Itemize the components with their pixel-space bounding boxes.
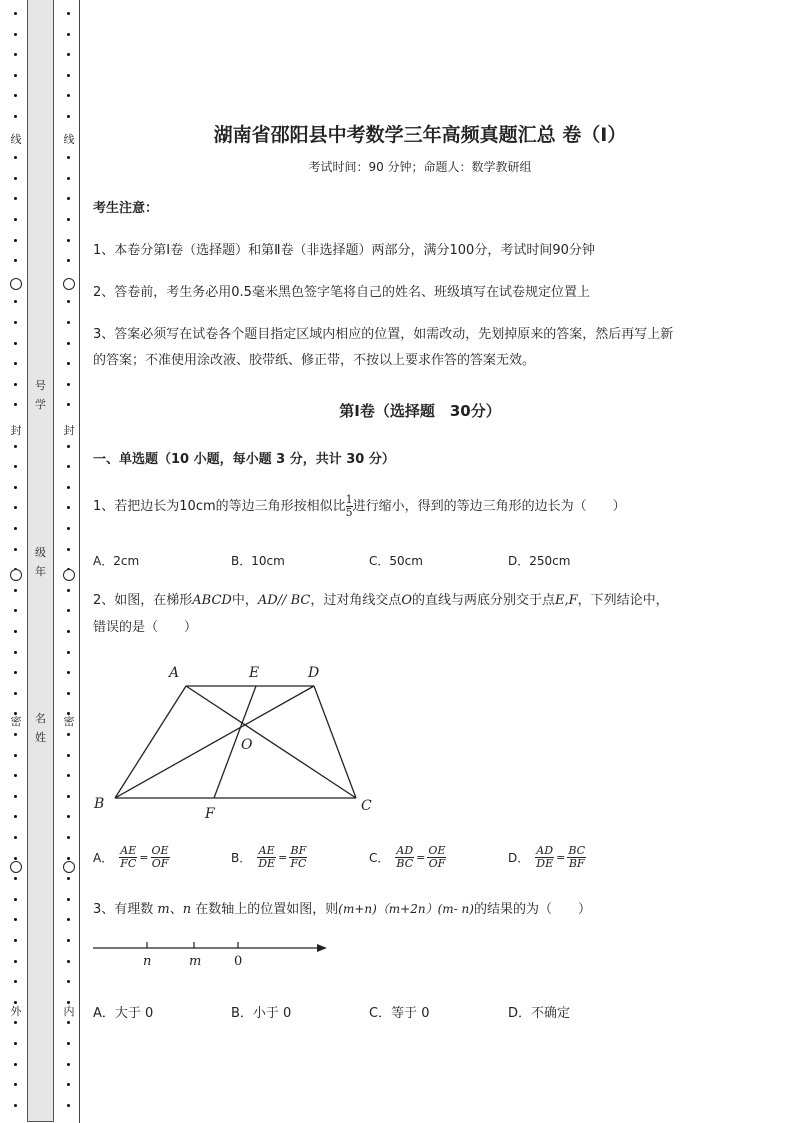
right-fraction xyxy=(567,845,586,870)
margin-dot xyxy=(67,815,70,818)
inner-dotted-line xyxy=(62,0,76,1123)
margin-dot xyxy=(14,300,17,303)
binding-hole-circle xyxy=(10,861,22,873)
numerator: AE xyxy=(120,844,137,857)
q2-text: ，下列结论中， xyxy=(577,593,669,608)
right-fraction xyxy=(151,845,170,870)
number-line-figure xyxy=(90,935,340,971)
margin-dot xyxy=(14,53,17,56)
margin-dot xyxy=(14,1021,17,1024)
margin-dot xyxy=(14,877,17,880)
denominator: BF xyxy=(568,857,585,870)
margin-dot xyxy=(67,156,70,159)
point-o-label: O xyxy=(241,737,253,753)
numerator: AD xyxy=(536,844,554,857)
axis-label-n: n xyxy=(143,954,152,969)
q2-text: ，过对角线交点 xyxy=(310,593,402,608)
margin-dot xyxy=(14,156,17,159)
margin-dot xyxy=(14,918,17,921)
margin-dot xyxy=(67,754,70,757)
equals-sign: = xyxy=(416,851,426,864)
var-m: m xyxy=(157,902,170,917)
right-fraction xyxy=(427,845,446,870)
margin-char-feng-inner: 封 xyxy=(63,424,75,437)
margin-dot xyxy=(14,33,17,36)
margin-dot xyxy=(14,362,17,365)
vertex-a-label: A xyxy=(169,665,180,681)
margin-dot xyxy=(14,197,17,200)
margin-char-xian-inner: 线 xyxy=(63,133,75,146)
margin-char-nei: 内 xyxy=(63,1005,75,1018)
margin-dot xyxy=(67,548,70,551)
strip-label-xing: 姓 xyxy=(35,731,46,744)
left-fraction xyxy=(119,845,137,870)
question-2 xyxy=(93,590,669,612)
equals-sign: = xyxy=(139,851,149,864)
trapezoid-figure xyxy=(88,655,388,825)
q1-text-b: 进行缩小，得到的等边三角形的边长为（ ） xyxy=(352,499,626,514)
margin-dot xyxy=(14,342,17,345)
point-f-label: F xyxy=(205,806,215,822)
margin-dot xyxy=(14,980,17,983)
margin-dot xyxy=(67,1063,70,1066)
margin-dot xyxy=(67,836,70,839)
margin-dot xyxy=(67,74,70,77)
ratio-numerator: 1 xyxy=(345,493,353,506)
margin-dot xyxy=(67,197,70,200)
margin-border-line xyxy=(79,0,80,1123)
margin-dot xyxy=(67,527,70,530)
margin-dot xyxy=(67,239,70,242)
ratio-fraction xyxy=(346,494,353,519)
margin-dot xyxy=(14,671,17,674)
outer-dotted-line xyxy=(9,0,23,1123)
margin-dot xyxy=(14,733,17,736)
margin-dot xyxy=(67,733,70,736)
left-fraction xyxy=(535,845,554,870)
q2-option-b[interactable] xyxy=(231,845,307,870)
q2-option-c[interactable] xyxy=(369,845,446,870)
denominator: DE xyxy=(258,857,276,870)
margin-dot xyxy=(14,795,17,798)
q2-option-d[interactable] xyxy=(508,845,586,870)
question-3 xyxy=(93,898,591,921)
margin-dot xyxy=(67,1083,70,1086)
margin-dot xyxy=(14,12,17,15)
margin-dot xyxy=(14,445,17,448)
margin-dot xyxy=(67,506,70,509)
margin-dot xyxy=(67,630,70,633)
vertex-b-label: B xyxy=(94,796,105,812)
margin-dot xyxy=(67,445,70,448)
margin-dot xyxy=(14,1104,17,1107)
margin-dot xyxy=(14,506,17,509)
margin-dot xyxy=(14,239,17,242)
margin-dot xyxy=(14,259,17,262)
margin-dot xyxy=(67,1001,70,1004)
q3-text: 在数轴上的位置如图，则 xyxy=(191,902,339,917)
margin-dot xyxy=(67,300,70,303)
margin-dot xyxy=(14,960,17,963)
margin-char-feng-outer: 封 xyxy=(10,424,22,437)
q3-text: 的结果的为（ ） xyxy=(473,902,591,917)
section-title: 第Ⅰ卷（选择题 30分） xyxy=(339,402,501,420)
strip-label-ming: 名 xyxy=(35,712,46,725)
q1-option-d[interactable]: D．250cm xyxy=(508,554,571,568)
margin-dot xyxy=(67,960,70,963)
margin-dot xyxy=(67,33,70,36)
option-letter: C． xyxy=(369,851,390,865)
margin-dot xyxy=(14,630,17,633)
margin-dot xyxy=(67,115,70,118)
margin-dot xyxy=(67,486,70,489)
margin-dot xyxy=(14,1063,17,1066)
margin-dot xyxy=(67,383,70,386)
numerator: BC xyxy=(568,844,586,857)
notice-item: 3、答案必须写在试卷各个题目指定区域内相应的位置，如需改动，先划掉原来的答案，然后再写上新 xyxy=(93,327,674,342)
notice-item-continued: 的答案；不准使用涂改液、胶带纸、修正带，不按以上要求作答的答案无效。 xyxy=(93,353,536,368)
notice-item: 2、答卷前，考生务必用0.5毫米黑色签字笔将自己的姓名、班级填写在试卷规定位置上 xyxy=(93,285,590,300)
margin-char-wai: 外 xyxy=(10,1005,22,1018)
numerator: AD xyxy=(396,844,414,857)
q2-text: 中， xyxy=(231,593,258,608)
q2-text: 2、如图，在梯形 xyxy=(93,593,193,608)
margin-dot xyxy=(67,218,70,221)
margin-dot xyxy=(14,177,17,180)
points-ef: E,F xyxy=(555,593,578,608)
axis-label-m: m xyxy=(189,954,202,969)
binding-hole-circle xyxy=(63,569,75,581)
q3-option-c[interactable]: C．等于 0 xyxy=(369,1006,430,1021)
right-fraction xyxy=(289,845,307,870)
margin-dot xyxy=(67,857,70,860)
margin-dot xyxy=(67,403,70,406)
margin-dot xyxy=(67,671,70,674)
option-letter: D． xyxy=(508,851,530,865)
margin-dot xyxy=(67,53,70,56)
q1-text-a: 1、若把边长为10cm的等边三角形按相似比 xyxy=(93,499,346,514)
margin-dot xyxy=(14,609,17,612)
question-1 xyxy=(93,494,626,519)
q1-option-b[interactable]: B．10cm xyxy=(231,554,285,568)
margin-dot xyxy=(14,465,17,468)
margin-dot xyxy=(14,1042,17,1045)
margin-dot xyxy=(14,754,17,757)
margin-dot xyxy=(67,465,70,468)
margin-dot xyxy=(14,898,17,901)
numerator: OE xyxy=(151,844,169,857)
margin-dot xyxy=(14,218,17,221)
margin-dot xyxy=(67,362,70,365)
margin-dot xyxy=(14,1001,17,1004)
q1-option-c[interactable]: C．50cm xyxy=(369,554,423,568)
margin-dot xyxy=(14,74,17,77)
margin-dot xyxy=(14,651,17,654)
margin-dot xyxy=(14,94,17,97)
equals-sign: = xyxy=(278,851,288,864)
option-letter: B． xyxy=(231,851,252,865)
ratio-denominator: 5 xyxy=(345,506,353,519)
axis-label-zero: 0 xyxy=(234,954,243,969)
margin-dot xyxy=(67,259,70,262)
numerator: BF xyxy=(290,844,307,857)
denominator: FC xyxy=(120,857,137,870)
margin-dot xyxy=(67,939,70,942)
margin-dot xyxy=(14,527,17,530)
var-n: n xyxy=(182,902,192,917)
margin-dot xyxy=(67,980,70,983)
margin-dot xyxy=(14,548,17,551)
numerator: OE xyxy=(428,844,446,857)
margin-dot xyxy=(14,589,17,592)
part-heading: 一、单选题（10 小题，每小题 3 分，共计 30 分） xyxy=(93,452,395,467)
strip-label-xue: 学 xyxy=(35,398,46,411)
margin-dot xyxy=(67,609,70,612)
binding-hole-circle xyxy=(10,278,22,290)
q3-option-a[interactable]: A．大于 0 xyxy=(93,1006,154,1021)
margin-dot xyxy=(67,177,70,180)
q2-option-a[interactable] xyxy=(93,845,170,870)
option-letter: A． xyxy=(93,851,114,865)
denominator: FC xyxy=(290,857,307,870)
margin-dot xyxy=(14,321,17,324)
margin-dot xyxy=(67,795,70,798)
page-title: 湖南省邵阳县中考数学三年高频真题汇总 卷（Ⅰ） xyxy=(213,124,627,146)
margin-dot xyxy=(14,486,17,489)
denominator: BC xyxy=(396,857,414,870)
q3-option-b[interactable]: B．小于 0 xyxy=(231,1006,292,1021)
q3-text: 、 xyxy=(169,902,183,917)
margin-dot xyxy=(14,939,17,942)
strip-label-ji: 级 xyxy=(35,546,46,559)
q3-text: 3、有理数 xyxy=(93,902,158,917)
q1-option-a[interactable]: A．2cm xyxy=(93,554,140,568)
margin-char-mi-inner: 密 xyxy=(63,715,75,728)
margin-dot xyxy=(14,774,17,777)
binding-hole-circle xyxy=(63,861,75,873)
margin-dot xyxy=(67,12,70,15)
margin-dot xyxy=(67,692,70,695)
margin-dot xyxy=(14,383,17,386)
left-fraction xyxy=(395,845,414,870)
numerator: AE xyxy=(258,844,275,857)
binding-hole-circle xyxy=(10,569,22,581)
denominator: OF xyxy=(151,857,169,870)
strip-label-hao: 号 xyxy=(35,379,46,392)
margin-dot xyxy=(67,898,70,901)
expression: (m+n)（m+2n）(m- n) xyxy=(338,902,474,916)
denominator: DE xyxy=(536,857,554,870)
margin-dot xyxy=(14,115,17,118)
margin-dot xyxy=(67,589,70,592)
margin-dot xyxy=(67,877,70,880)
margin-dot xyxy=(67,321,70,324)
margin-char-xian-outer: 线 xyxy=(10,133,22,146)
vertex-d-label: D xyxy=(308,665,320,681)
point-o: O xyxy=(401,593,412,608)
vertex-c-label: C xyxy=(361,798,372,814)
margin-dot xyxy=(14,692,17,695)
exam-info: 考试时间：90 分钟；命题人：数学教研组 xyxy=(308,160,532,174)
trapezoid-name: ABCD xyxy=(192,593,232,608)
equals-sign: = xyxy=(556,851,566,864)
margin-dot xyxy=(67,342,70,345)
left-fraction xyxy=(257,845,276,870)
margin-dot xyxy=(67,94,70,97)
margin-dot xyxy=(67,918,70,921)
q3-option-d[interactable]: D．不确定 xyxy=(508,1006,571,1021)
margin-dot xyxy=(14,815,17,818)
margin-dot xyxy=(14,836,17,839)
margin-dot xyxy=(67,1042,70,1045)
parallel-condition: AD// BC xyxy=(257,593,311,608)
notice-item: 1、本卷分第Ⅰ卷（选择题）和第Ⅱ卷（非选择题）两部分，满分100分，考试时间90分钟 xyxy=(93,243,595,258)
notice-heading: 考生注意： xyxy=(93,201,159,216)
margin-dot xyxy=(14,1083,17,1086)
margin-char-mi-outer: 密 xyxy=(10,715,22,728)
point-e-label: E xyxy=(249,665,260,681)
margin-dot xyxy=(67,1104,70,1107)
strip-label-nian: 年 xyxy=(35,565,46,578)
margin-dot xyxy=(67,1021,70,1024)
denominator: OF xyxy=(428,857,446,870)
margin-dot xyxy=(67,774,70,777)
q2-line-2: 错误的是（ ） xyxy=(93,620,198,635)
margin-dot xyxy=(14,403,17,406)
student-info-strip xyxy=(27,0,54,1122)
margin-dot xyxy=(67,651,70,654)
margin-dot xyxy=(14,857,17,860)
binding-hole-circle xyxy=(63,278,75,290)
q2-text: 的直线与两底分别交于点 xyxy=(412,593,556,608)
